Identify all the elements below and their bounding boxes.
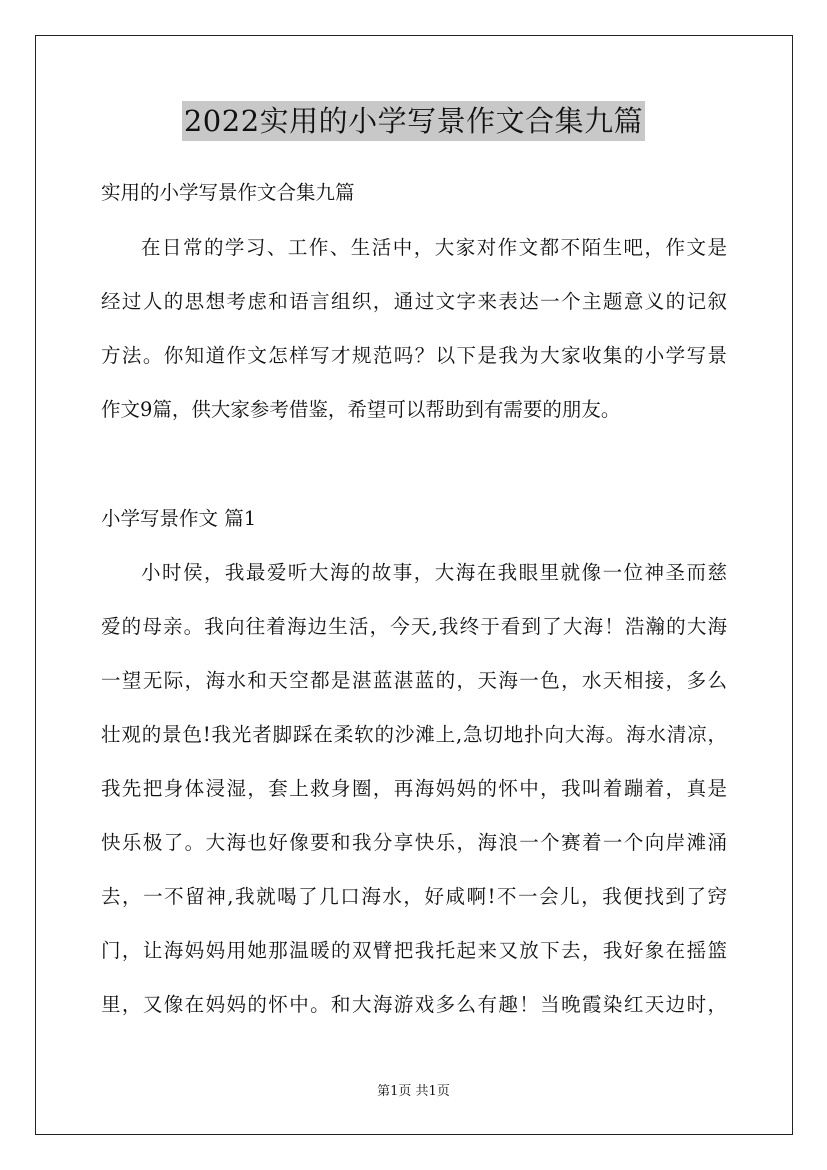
section-heading: 小学写景作文 篇1	[101, 507, 257, 530]
paragraph-line-1: 小时侯，我最爱听大海的故事，大海在我眼里就像一位神圣而慈	[141, 561, 727, 584]
paragraph-line-6: 快乐极了。大海也好像要和我分享快乐，海浪一个赛着一个向岸滩涌	[101, 831, 727, 854]
paragraph-line-3: 一望无际，海水和天空都是湛蓝湛蓝的，天海一色，水天相接，多么	[101, 669, 727, 692]
paragraph-line-7: 去，一不留神,我就喝了几口海水，好咸啊!不一会儿，我便找到了窍	[101, 885, 727, 908]
paragraph-line-9: 里，又像在妈妈的怀中。和大海游戏多么有趣！当晚霞染红天边时，	[101, 993, 727, 1016]
paragraph-line-4: 壮观的景色!我光者脚踩在柔软的沙滩上,急切地扑向大海。海水清凉，	[101, 723, 727, 746]
document-title: 2022实用的小学写景作文合集九篇	[182, 101, 645, 141]
document-subtitle: 实用的小学写景作文合集九篇	[101, 181, 355, 204]
paragraph-line-8: 门，让海妈妈用她那温暖的双臂把我托起来又放下去，我好象在摇篮	[101, 939, 727, 962]
title-container	[0, 101, 827, 141]
intro-line-4: 作文9篇，供大家参考借鉴，希望可以帮助到有需要的朋友。	[101, 398, 621, 421]
paragraph-line-5: 我先把身体浸湿，套上救身圈，再海妈妈的怀中，我叫着蹦着，真是	[101, 777, 727, 800]
intro-line-3: 方法。你知道作文怎样写才规范吗？以下是我为大家收集的小学写景	[101, 344, 727, 367]
paragraph-line-2: 爱的母亲。我向往着海边生活，今天,我终于看到了大海！浩瀚的大海	[101, 615, 727, 638]
intro-line-1: 在日常的学习、工作、生活中，大家对作文都不陌生吧，作文是	[141, 236, 727, 259]
intro-line-2: 经过人的思想考虑和语言组织，通过文字来表达一个主题意义的记叙	[101, 290, 727, 313]
page-footer: 第1页 共1页	[377, 1084, 450, 1099]
